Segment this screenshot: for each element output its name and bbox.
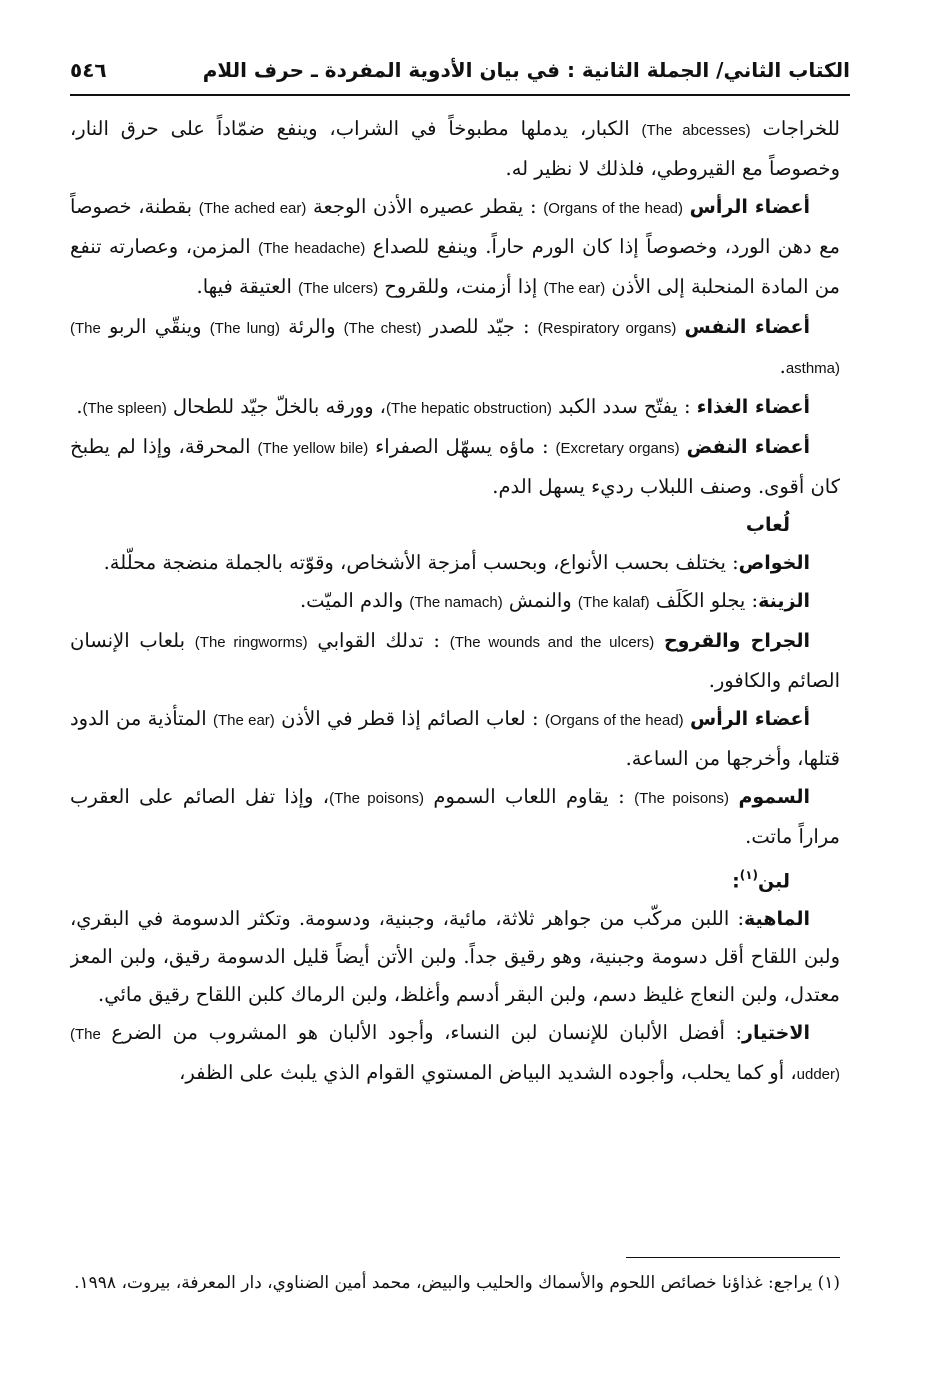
section-term: الزينة — [758, 590, 810, 612]
english-gloss: (Organs of the head) — [544, 712, 684, 729]
footnote: (١) يراجع: غذاؤنا خصائص اللحوم والأسماك والحليب والبيض، محمد أمين الضناوي، دار المعرفة، بيروت، ١٩٩٨. — [74, 1273, 840, 1293]
english-gloss: (The ear) — [212, 712, 275, 729]
section-term: لُعاب — [745, 514, 790, 536]
text-run: : اللبن مركّب من جواهر ثلاثة، مائية، وجبنية، ودسومة. وتكثر الدسومة في البقري، ولبن اللقاح أقل دسومة وجبنية، وهو رقيق جداً. ولبن الأتن أيضاً قليل الدسومة رقيق، ولبن المعز معتدل، ولبن النعاج غليظ دسم، ولبن البقر أدسم وأغلظ، ولبن الرماك كلبن اللقاح رقيق مائي. — [70, 907, 840, 1007]
running-title: الكتاب الثاني/ الجملة الثانية : في بيان الأدوية المفردة ـ حرف اللام — [202, 58, 850, 82]
text-run: . — [76, 395, 83, 418]
text-run: : يقطر عصيره الأذن الوجعة — [306, 195, 544, 218]
text-run: بلعاب الإنسان الصائم والكافور. — [70, 629, 840, 692]
footnote-divider — [626, 1257, 840, 1258]
header-divider — [70, 94, 850, 96]
body-text — [70, 110, 840, 1240]
english-gloss: (Excretary organs) — [555, 440, 680, 457]
text-run: : لعاب الصائم إذا قطر في الأذن — [274, 707, 545, 730]
page-number: ٥٤٦ — [70, 58, 107, 82]
text-run: : يقاوم اللعاب السموم — [424, 785, 635, 808]
paragraph — [70, 1014, 840, 1094]
text-run: وينقّي الربو — [100, 315, 210, 338]
text-run — [654, 629, 664, 652]
text-run: ، وورقه بالخلّ جيّد للطحال — [166, 395, 386, 418]
english-gloss: (The ached ear) — [198, 200, 307, 217]
section-term: أعضاء النفض — [686, 436, 810, 458]
section-term: الماهية — [744, 908, 810, 931]
text-run: العتيقة فيها. — [196, 275, 299, 298]
english-gloss: (The poisons) — [329, 790, 425, 807]
english-gloss: (Organs of the head) — [543, 200, 684, 217]
english-gloss: (Respiratory organs) — [537, 320, 677, 337]
english-gloss: (The hepatic obstruction) — [385, 400, 552, 417]
english-gloss: (The headache) — [258, 240, 366, 257]
text-run: ، أو كما يحلب، وأجوده الشديد البياض المستوي القوام الذي يلبث على الظفر، — [179, 1061, 797, 1085]
text-run: والدم الميّت. — [299, 589, 410, 612]
page-header — [70, 50, 850, 90]
text-run: المتأذية من الدود قتلها، وأخرجها من الساعة. — [70, 707, 840, 770]
text-run — [680, 435, 687, 458]
text-run: والرئة — [279, 315, 344, 338]
section-term: أعضاء الرأس — [689, 196, 810, 218]
text-run: المزمن، وعصارته تنفع من المادة المنحلبة إلى الأذن — [70, 235, 840, 298]
entry-heading — [70, 506, 840, 544]
paragraph — [70, 188, 840, 308]
paragraph — [70, 582, 840, 622]
english-gloss: (The ulcers) — [298, 280, 379, 297]
english-gloss: (The abcesses) — [641, 122, 751, 139]
text-run: : يختلف بحسب الأنواع، وبحسب أمزجة الأشخاص، وقوّته بالجملة منضجة محلّلة. — [103, 551, 739, 574]
english-gloss: (The chest) — [343, 320, 422, 337]
section-term: أعضاء الرأس — [690, 708, 810, 730]
footnote-marker: (١) — [739, 868, 758, 882]
english-gloss: (The asthma) — [70, 320, 840, 377]
text-run: بقطنة، خصوصاً مع دهن الورد، وخصوصاً إذا كان الورم حاراً. وينفع للصداع — [70, 195, 840, 258]
text-run: : يفتّح سدد الكبد — [551, 395, 697, 418]
paragraph — [70, 700, 840, 778]
text-run: ، وإذا تفل الصائم على العقرب مراراً ماتت. — [70, 785, 840, 848]
section-term: الخواص — [738, 552, 810, 574]
text-run: : يجلو الكَلَف — [649, 589, 759, 612]
section-term: أعضاء الغذاء — [696, 396, 810, 418]
entry-heading — [70, 856, 840, 900]
text-run: المحرقة، وإذا لم يطبخ كان أقوى. وصنف اللبلاب رديء يسهل الدم. — [70, 435, 840, 498]
text-run: إذا أزمنت، وللقروح — [378, 275, 544, 298]
english-gloss: (The ringworms) — [194, 634, 308, 651]
english-gloss: (The yellow bile) — [257, 440, 369, 457]
text-run: الكبار، يدملها مطبوخاً في الشراب، وينفع ضمّاداً على حرق النار، وخصوصاً مع القيروطي، فلذلك لا نظير له. — [70, 117, 840, 180]
english-gloss: (The poisons) — [634, 790, 730, 807]
paragraph — [70, 110, 840, 188]
text-run: : ماؤه يسهّل الصفراء — [368, 435, 556, 458]
text-run: : أفضل الألبان للإنسان لبن النساء، وأجود الألبان هو المشروب من الضرع — [100, 1021, 743, 1045]
paragraph — [70, 428, 840, 506]
section-term: لبن — [758, 870, 790, 893]
paragraph — [70, 388, 840, 428]
text-run: للخراجات — [750, 117, 840, 140]
english-gloss: (The namach) — [409, 594, 503, 611]
text-run: : جيّد للصدر — [421, 315, 538, 338]
english-gloss: (The wounds and the ulcers) — [449, 634, 655, 651]
paragraph — [70, 900, 840, 1014]
english-gloss: (The kalaf) — [577, 594, 650, 611]
english-gloss: (The ear) — [543, 280, 606, 297]
text-run: : تدلك القوابي — [307, 629, 450, 652]
section-term: : — [732, 870, 740, 893]
english-gloss: (The udder) — [70, 1026, 840, 1084]
paragraph — [70, 778, 840, 856]
text-run: والنمش — [502, 589, 578, 612]
text-run: . — [779, 355, 786, 378]
section-term: الجراح والقروح — [663, 630, 811, 652]
paragraph — [70, 622, 840, 700]
english-gloss: (The lung) — [209, 320, 280, 337]
text-run — [683, 195, 690, 218]
section-term: الاختيار — [742, 1022, 810, 1045]
section-term: أعضاء النفس — [684, 316, 811, 338]
paragraph — [70, 308, 840, 388]
paragraph — [70, 544, 840, 582]
english-gloss: (The spleen) — [82, 400, 167, 417]
section-term: السموم — [738, 786, 811, 808]
